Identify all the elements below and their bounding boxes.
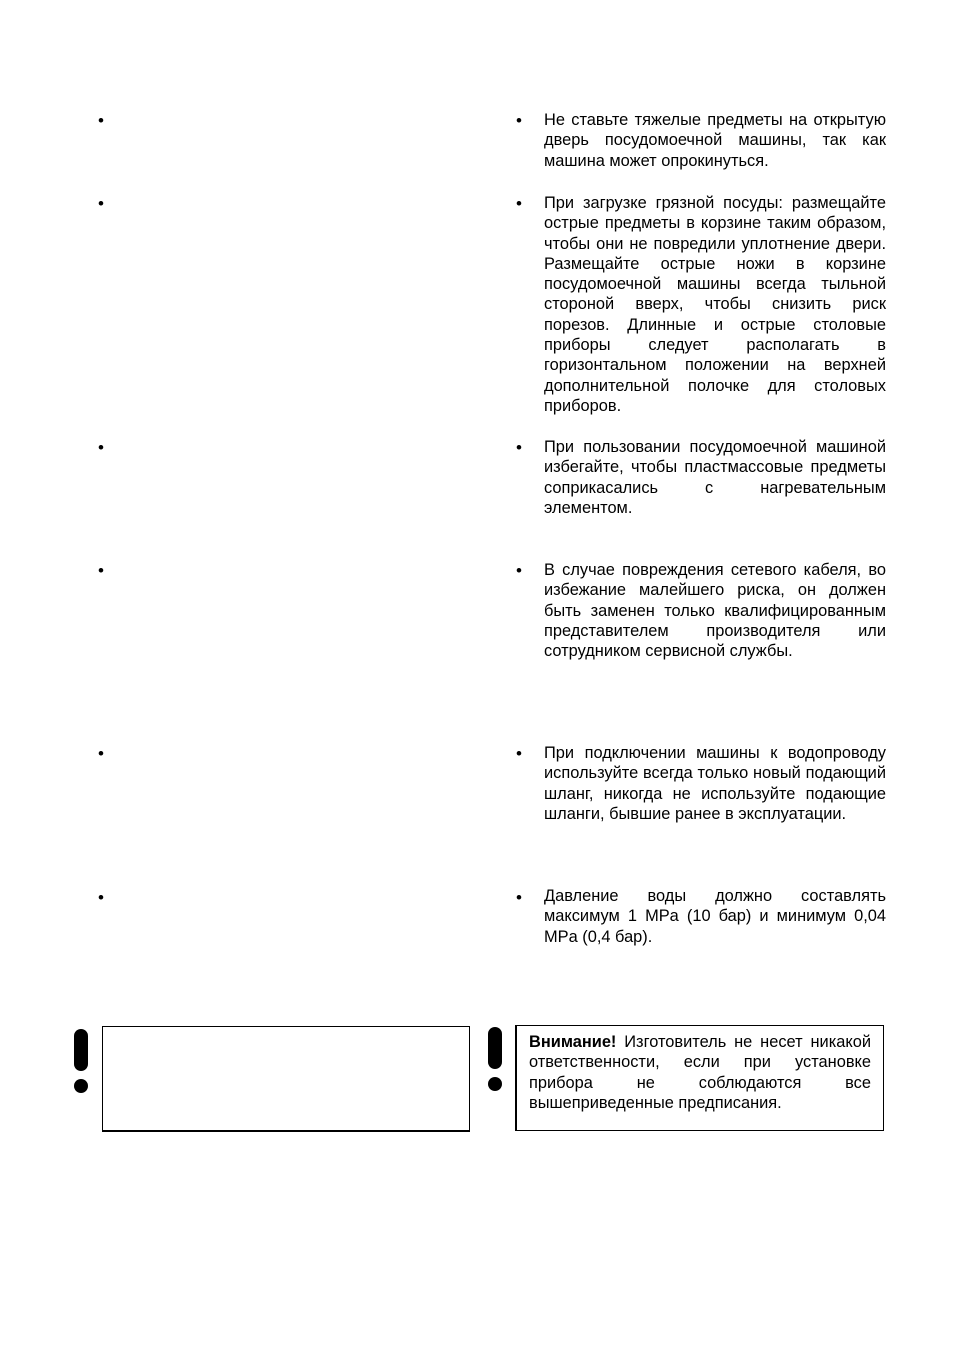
right-bullet-5: •: [516, 744, 522, 763]
warning-text: [529, 1032, 871, 1113]
safety-item-water-hose: При подключении машины к водопроводу используйте всегда только новый подающий шланг, никогда не используйте подающие шланги, бывшие ранее в эксплуатации.: [544, 744, 886, 823]
warning-label: Внимание!: [529, 1033, 617, 1051]
safety-item-sharp-objects: При загрузке грязной посуды: размещайте острые предметы в корзине таким образом, чтобы они не повредили уплотнение двери. Размещайте острые ножи в корзине посудомоечной машины всегда тыльной стороной вверх, чтобы снизить риск порезов. Длинные и острые столовые приборы следует располагать в горизонтальном положении на верхней дополнительной полочке для столовых приборов.: [544, 194, 886, 415]
safety-item-water-pressure: Давление воды должно составлять максимум 1 MPa (10 бар) и минимум 0,04 MPa (0,4 бар).: [544, 887, 886, 946]
left-bullet-1: •: [98, 111, 104, 130]
right-bullet-3: •: [516, 438, 522, 457]
safety-item-power-cable: В случае повреждения сетевого кабеля, во избежание малейшего риска, он должен быть заменен только квалифицированным представителем производителя или сотрудником сервисной службы.: [544, 561, 886, 661]
right-bullet-1: •: [516, 111, 522, 130]
safety-item-plastic-items: При пользовании посудомоечной машиной избегайте, чтобы пластмассовые предметы соприкасались с нагревательным элементом.: [544, 438, 886, 517]
right-bullet-6: •: [516, 888, 522, 907]
left-bullet-4: •: [98, 561, 104, 580]
exclamation-icon-right: [488, 1027, 502, 1091]
warning-body: Изготовитель не несет никакой ответственности, если при установке прибора не соблюдаются все вышеприведенные предписания.: [529, 1033, 871, 1112]
safety-item-heavy-objects: Не ставьте тяжелые предметы на открытую дверь посудомоечной машины, так как машина может опрокинуться.: [544, 111, 886, 170]
warning-box-left: [102, 1026, 470, 1132]
left-bullet-6: •: [98, 888, 104, 907]
left-bullet-2: •: [98, 194, 104, 213]
right-bullet-4: •: [516, 561, 522, 580]
exclamation-icon-left: [74, 1029, 88, 1093]
left-bullet-5: •: [98, 744, 104, 763]
left-bullet-3: •: [98, 438, 104, 457]
right-bullet-2: •: [516, 194, 522, 213]
warning-box-right: [515, 1025, 884, 1131]
